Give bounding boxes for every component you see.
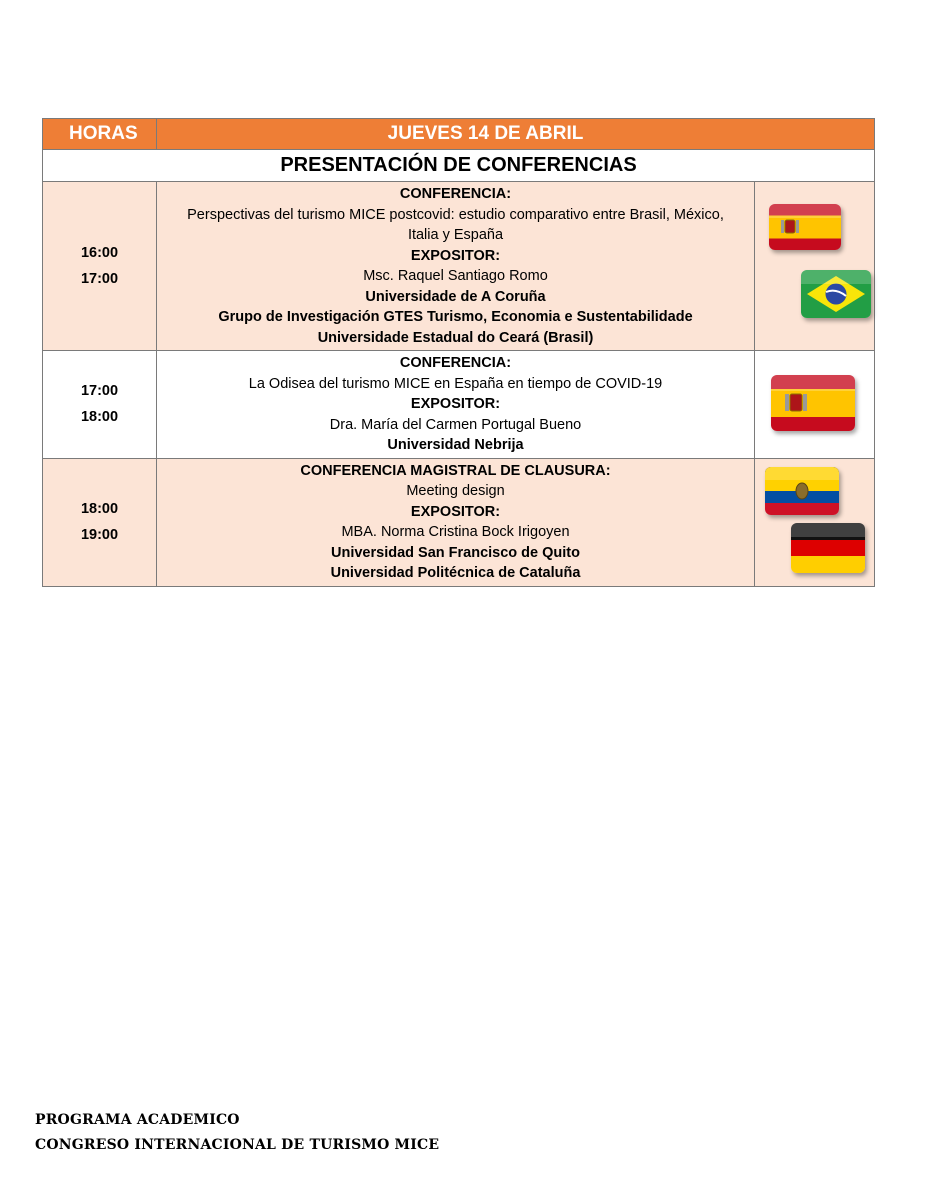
flags-cell xyxy=(755,351,875,459)
session-row xyxy=(43,458,875,586)
session-details xyxy=(157,182,755,351)
affiliation: Universidad San Francisco de Quito xyxy=(331,544,580,561)
affiliation: Universidade Estadual do Ceará (Brasil) xyxy=(317,329,594,346)
session-time xyxy=(43,182,157,351)
session-title: La Odisea del turismo MICE en España en tiempo de COVID-19 xyxy=(248,375,663,392)
subtitle-row xyxy=(43,150,875,182)
session-title-cont: Italia y España xyxy=(407,227,504,243)
ecuador-flag-icon xyxy=(765,467,839,515)
flags-cell xyxy=(755,458,875,586)
start-time: 18:00 xyxy=(80,501,119,517)
session-time xyxy=(43,458,157,586)
flags-cell xyxy=(755,182,875,351)
start-time: 16:00 xyxy=(80,245,119,261)
date-header: JUEVES 14 DE ABRIL xyxy=(157,119,875,150)
session-title: Meeting design xyxy=(406,483,505,499)
start-time: 17:00 xyxy=(80,383,119,400)
session-details xyxy=(157,458,755,586)
end-time: 17:00 xyxy=(80,271,119,287)
hours-header: HORAS xyxy=(43,119,157,150)
header-row xyxy=(43,119,875,150)
session-details xyxy=(157,351,755,459)
end-time: 19:00 xyxy=(80,527,119,543)
speaker-label: EXPOSITOR: xyxy=(410,396,501,412)
affiliation: Grupo de Investigación GTES Turismo, Economia e Sustentabilidade xyxy=(218,309,693,325)
affiliation: Universidade de A Coruña xyxy=(365,288,546,305)
speaker-name: MBA. Norma Cristina Bock Irigoyen xyxy=(341,524,570,540)
footer-congress: CONGRESO INTERNACIONAL DE TURISMO MICE xyxy=(35,1137,440,1153)
speaker-name: Msc. Raquel Santiago Romo xyxy=(363,268,548,284)
footer-program: PROGRAMA ACADEMICO xyxy=(35,1112,240,1128)
schedule-table xyxy=(42,118,875,587)
session-title: Perspectivas del turismo MICE postcovid: estudio comparativo entre Brasil, México, xyxy=(187,206,724,223)
affiliation: Universidad Nebrija xyxy=(387,437,524,453)
germany-flag-icon xyxy=(791,523,865,573)
spain-flag-icon xyxy=(771,375,855,431)
session-type: CONFERENCIA: xyxy=(399,355,512,371)
spain-flag-icon xyxy=(769,204,841,250)
session-type: CONFERENCIA MAGISTRAL DE CLAUSURA: xyxy=(300,462,611,479)
speaker-label: EXPOSITOR: xyxy=(410,503,501,520)
section-title: PRESENTACIÓN DE CONFERENCIAS xyxy=(43,150,875,182)
session-row xyxy=(43,182,875,351)
affiliation: Universidad Politécnica de Cataluña xyxy=(330,565,581,581)
speaker-label: EXPOSITOR: xyxy=(410,247,501,264)
session-row xyxy=(43,351,875,459)
brazil-flag-icon xyxy=(801,270,871,318)
session-time xyxy=(43,351,157,459)
end-time: 18:00 xyxy=(80,409,119,426)
session-type: CONFERENCIA: xyxy=(399,186,512,202)
speaker-name: Dra. María del Carmen Portugal Bueno xyxy=(329,416,582,433)
